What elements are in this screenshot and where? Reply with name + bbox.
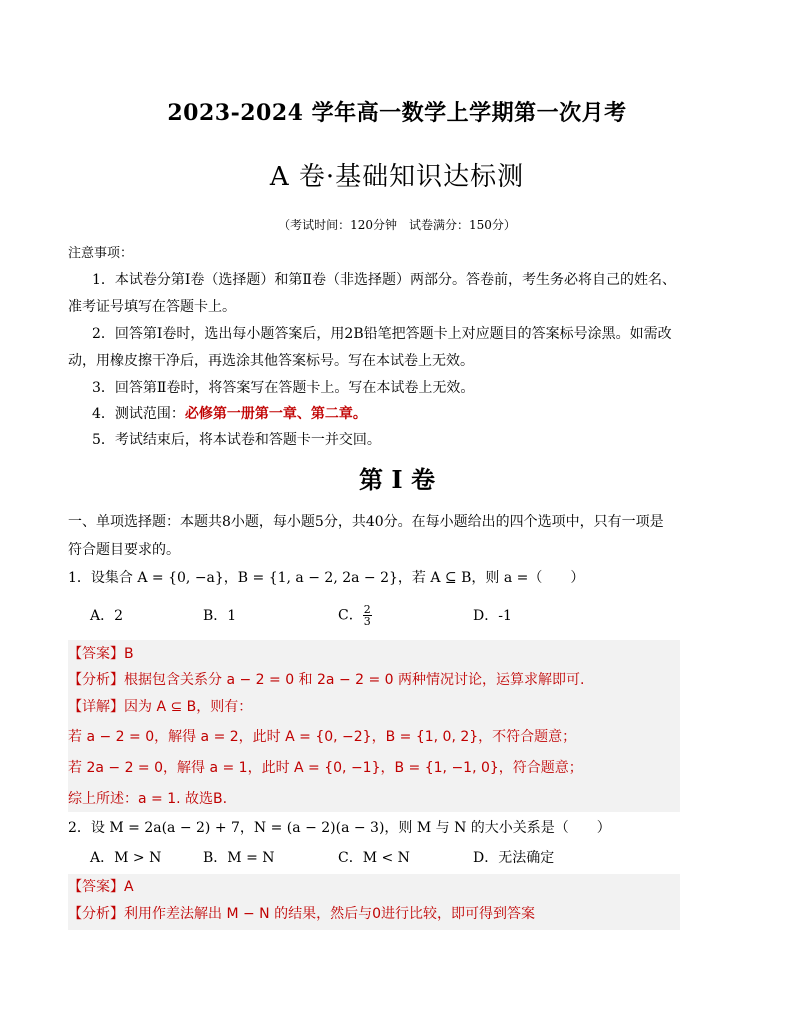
q1-option-b: B．1 bbox=[203, 608, 237, 624]
note-2a: 2．回答第Ⅰ卷时，选出每小题答案后，用2B铅笔把答题卡上对应题目的答案标号涂黑。如需改 bbox=[92, 326, 672, 342]
q2-option-c: C．M < N bbox=[338, 850, 410, 866]
q1-case-2: 若 2a − 2 = 0，解得 a = 1，此时 A = {0, −1}，B = {1, −1, 0}，符合题意； bbox=[68, 760, 583, 776]
q2-stem: 2．设 M = 2a(a − 2) + 7，N = (a − 2)(a − 3)，则 M 与 N 的大小关系是（ ） bbox=[68, 820, 611, 836]
note-1a: 1．本试卷分第Ⅰ卷（选择题）和第Ⅱ卷（非选择题）两部分。答卷前，考生务必将自己的姓名、 bbox=[92, 272, 676, 288]
exam-title: 2023-2024 学年高一数学上学期第一次月考 bbox=[167, 100, 627, 126]
notes-heading: 注意事项： bbox=[68, 246, 134, 261]
note-4-suffix: 。 bbox=[352, 406, 367, 422]
q2-option-b: B．M = N bbox=[203, 850, 275, 866]
q2-answer: 【答案】A bbox=[68, 879, 134, 895]
q1-option-c-label: C． bbox=[338, 607, 363, 624]
part1-instruction-1: 一、单项选择题：本题共8小题，每小题5分，共40分。在每小题给出的四个选项中，只有一项是 bbox=[68, 514, 664, 530]
exam-subtitle: A 卷·基础知识达标测 bbox=[269, 162, 525, 192]
q1-analysis: 【分析】根据包含关系分 a − 2 = 0 和 2a − 2 = 0 两种情况讨论，运算求解即可. bbox=[68, 672, 585, 688]
q2-option-d: D．无法确定 bbox=[473, 850, 555, 866]
note-4 bbox=[92, 404, 367, 424]
note-3: 3．回答第Ⅱ卷时，将答案写在答题卡上。写在本试卷上无效。 bbox=[92, 380, 475, 396]
q1-stem: 1．设集合 A = {0, −a}，B = {1, a − 2, 2a − 2}，若 A ⊆ B，则 a =（ ） bbox=[68, 570, 585, 586]
q1-answer-panel bbox=[68, 640, 680, 812]
q1-summary: 综上所述：a = 1. 故选B. bbox=[68, 791, 228, 807]
q1-case-1: 若 a − 2 = 0，解得 a = 2，此时 A = {0, −2}，B = {1, 0, 2}，不符合题意； bbox=[68, 729, 577, 745]
q1-option-c-fraction bbox=[363, 604, 372, 627]
q2-option-a: A．M > N bbox=[90, 850, 162, 866]
note-5: 5．考试结束后，将本试卷和答题卡一并交回。 bbox=[92, 432, 381, 448]
q2-analysis: 【分析】利用作差法解出 M − N 的结果，然后与0进行比较，即可得到答案 bbox=[68, 906, 535, 922]
part1-instruction-2: 符合题目要求的。 bbox=[68, 542, 180, 558]
note-1b: 准考证号填写在答题卡上。 bbox=[68, 299, 236, 315]
q1-option-a: A．2 bbox=[90, 608, 124, 624]
note-4-prefix: 4．测试范围： bbox=[92, 406, 185, 422]
q1-answer: 【答案】B bbox=[68, 646, 134, 662]
test-range: 必修第一册第一章、第二章 bbox=[184, 406, 353, 422]
section-title: 第 I 卷 bbox=[359, 465, 435, 494]
q1-detail: 【详解】因为 A ⊆ B，则有： bbox=[68, 699, 253, 715]
q1-option-c bbox=[338, 604, 372, 627]
fraction-denominator: 3 bbox=[363, 615, 371, 628]
fraction-numerator: 2 bbox=[363, 603, 371, 616]
exam-info: （考试时间：120分钟 试卷满分：150分） bbox=[278, 218, 516, 232]
q1-option-d: D．-1 bbox=[473, 608, 512, 624]
note-2b: 动，用橡皮擦干净后，再选涂其他答案标号。写在本试卷上无效。 bbox=[68, 353, 474, 369]
